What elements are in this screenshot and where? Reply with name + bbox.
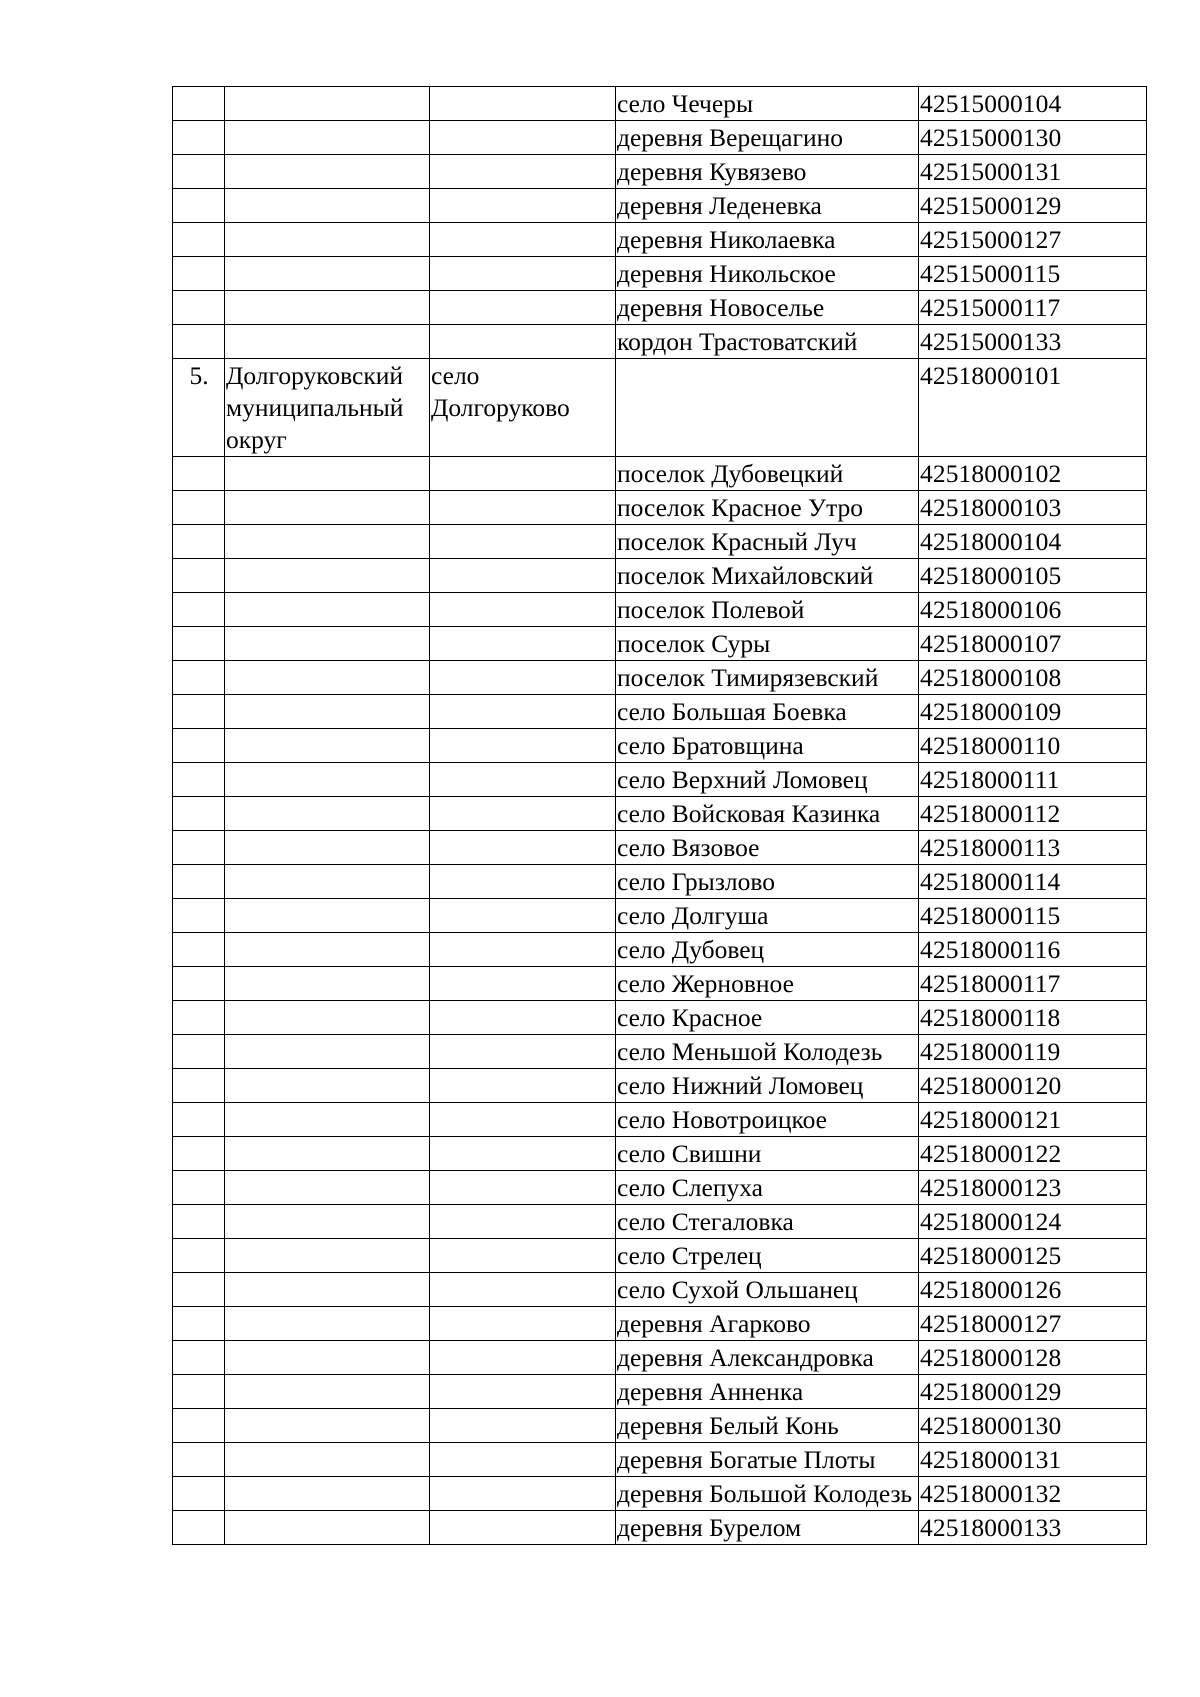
oktmo-code-cell: 42518000103	[919, 491, 1147, 525]
admin-center-cell	[430, 121, 616, 155]
district-cell	[225, 1035, 430, 1069]
oktmo-code-cell: 42518000132	[919, 1477, 1147, 1511]
settlement-cell: село Стрелец	[616, 1239, 919, 1273]
district-cell	[225, 729, 430, 763]
admin-center-cell	[430, 1511, 616, 1545]
table-row	[173, 1069, 1147, 1103]
oktmo-code-cell: 42518000115	[919, 899, 1147, 933]
admin-center-cell	[430, 1069, 616, 1103]
settlement-cell: село Красное	[616, 1001, 919, 1035]
district-cell	[225, 559, 430, 593]
oktmo-code-cell: 42518000121	[919, 1103, 1147, 1137]
settlement-cell: кордон Трастоватский	[616, 325, 919, 359]
oktmo-code-cell: 42518000120	[919, 1069, 1147, 1103]
settlement-cell: поселок Красное Утро	[616, 491, 919, 525]
settlement-cell: село Грызлово	[616, 865, 919, 899]
district-cell	[225, 291, 430, 325]
row-number-cell	[173, 1409, 225, 1443]
table-row	[173, 1001, 1147, 1035]
oktmo-code-cell: 42515000133	[919, 325, 1147, 359]
oktmo-code-cell: 42515000117	[919, 291, 1147, 325]
settlement-cell: деревня Кувязево	[616, 155, 919, 189]
row-number-cell	[173, 257, 225, 291]
district-cell	[225, 1409, 430, 1443]
admin-center-cell	[430, 933, 616, 967]
admin-center-cell	[430, 189, 616, 223]
oktmo-code-cell: 42515000127	[919, 223, 1147, 257]
table-row	[173, 525, 1147, 559]
district-cell	[225, 189, 430, 223]
table-row	[173, 189, 1147, 223]
table-row	[173, 457, 1147, 491]
district-cell	[225, 1001, 430, 1035]
row-number-cell	[173, 189, 225, 223]
row-number-cell	[173, 831, 225, 865]
settlement-cell: село Слепуха	[616, 1171, 919, 1205]
admin-center-cell	[430, 729, 616, 763]
oktmo-code-cell: 42518000122	[919, 1137, 1147, 1171]
table-row	[173, 1273, 1147, 1307]
row-number-cell	[173, 627, 225, 661]
oktmo-code-cell: 42518000123	[919, 1171, 1147, 1205]
admin-center-cell	[430, 1409, 616, 1443]
district-cell	[225, 1477, 430, 1511]
admin-center-cell	[430, 457, 616, 491]
oktmo-code-cell: 42518000102	[919, 457, 1147, 491]
row-number-cell	[173, 1511, 225, 1545]
row-number-cell	[173, 899, 225, 933]
district-cell	[225, 325, 430, 359]
district-cell	[225, 661, 430, 695]
admin-center-cell	[430, 831, 616, 865]
admin-center-cell: село Долгоруково	[430, 359, 616, 457]
admin-center-cell	[430, 1103, 616, 1137]
table-row	[173, 1239, 1147, 1273]
table-row	[173, 899, 1147, 933]
oktmo-code-cell: 42518000117	[919, 967, 1147, 1001]
admin-center-cell	[430, 1341, 616, 1375]
admin-center-cell	[430, 967, 616, 1001]
district-cell	[225, 1069, 430, 1103]
table-row	[173, 121, 1147, 155]
settlement-cell: деревня Александровка	[616, 1341, 919, 1375]
row-number-cell	[173, 1443, 225, 1477]
table-row	[173, 729, 1147, 763]
oktmo-code-cell: 42518000133	[919, 1511, 1147, 1545]
table-row	[173, 695, 1147, 729]
oktmo-code-cell: 42515000129	[919, 189, 1147, 223]
row-number-cell	[173, 865, 225, 899]
admin-center-cell	[430, 1137, 616, 1171]
admin-center-cell	[430, 155, 616, 189]
district-cell	[225, 1137, 430, 1171]
admin-center-cell	[430, 87, 616, 121]
oktmo-code-cell: 42518000112	[919, 797, 1147, 831]
district-cell	[225, 627, 430, 661]
row-number-cell	[173, 797, 225, 831]
oktmo-code-cell: 42518000125	[919, 1239, 1147, 1273]
row-number-cell	[173, 559, 225, 593]
district-cell: Долгоруковский муниципальный округ	[225, 359, 430, 457]
settlement-cell: село Верхний Ломовец	[616, 763, 919, 797]
settlement-cell: село Нижний Ломовец	[616, 1069, 919, 1103]
settlement-cell: поселок Михайловский	[616, 559, 919, 593]
table-body	[173, 87, 1147, 1545]
oktmo-code-cell: 42518000110	[919, 729, 1147, 763]
district-cell	[225, 257, 430, 291]
admin-center-cell	[430, 325, 616, 359]
row-number-cell	[173, 661, 225, 695]
settlement-cell: деревня Никольское	[616, 257, 919, 291]
district-cell	[225, 1171, 430, 1205]
district-cell	[225, 87, 430, 121]
admin-center-cell	[430, 1001, 616, 1035]
row-number-cell	[173, 325, 225, 359]
row-number-cell	[173, 223, 225, 257]
oktmo-code-cell: 42515000131	[919, 155, 1147, 189]
oktmo-code-cell: 42518000131	[919, 1443, 1147, 1477]
admin-center-cell	[430, 1205, 616, 1239]
oktmo-code-cell: 42518000118	[919, 1001, 1147, 1035]
admin-center-cell	[430, 257, 616, 291]
settlement-cell: село Меньшой Колодезь	[616, 1035, 919, 1069]
table-row	[173, 1477, 1147, 1511]
settlement-cell: село Войсковая Казинка	[616, 797, 919, 831]
admin-center-cell	[430, 695, 616, 729]
admin-center-cell	[430, 1171, 616, 1205]
table-row	[173, 797, 1147, 831]
row-number-cell	[173, 525, 225, 559]
district-cell	[225, 525, 430, 559]
row-number-cell: 5.	[173, 359, 225, 457]
row-number-cell	[173, 491, 225, 525]
row-number-cell	[173, 1035, 225, 1069]
admin-center-cell	[430, 1035, 616, 1069]
oktmo-code-cell: 42518000127	[919, 1307, 1147, 1341]
admin-center-cell	[430, 1375, 616, 1409]
admin-center-cell	[430, 525, 616, 559]
table-row	[173, 1409, 1147, 1443]
table-row	[173, 763, 1147, 797]
table-row	[173, 661, 1147, 695]
district-cell	[225, 1239, 430, 1273]
admin-center-cell	[430, 899, 616, 933]
table-row	[173, 1137, 1147, 1171]
admin-center-cell	[430, 1443, 616, 1477]
row-number-cell	[173, 1375, 225, 1409]
settlement-cell: поселок Полевой	[616, 593, 919, 627]
row-number-cell	[173, 1205, 225, 1239]
table-row	[173, 1103, 1147, 1137]
row-number-cell	[173, 291, 225, 325]
district-cell	[225, 1307, 430, 1341]
admin-center-cell	[430, 593, 616, 627]
row-number-cell	[173, 1171, 225, 1205]
table-row	[173, 1307, 1147, 1341]
row-number-cell	[173, 121, 225, 155]
admin-center-cell	[430, 1239, 616, 1273]
table-row	[173, 491, 1147, 525]
settlement-cell: деревня Новоселье	[616, 291, 919, 325]
row-number-cell	[173, 1239, 225, 1273]
table-row	[173, 223, 1147, 257]
settlement-cell: поселок Дубовецкий	[616, 457, 919, 491]
row-number-cell	[173, 155, 225, 189]
table-row	[173, 155, 1147, 189]
settlement-cell: село Свишни	[616, 1137, 919, 1171]
row-number-cell	[173, 763, 225, 797]
table-row	[173, 593, 1147, 627]
district-cell	[225, 865, 430, 899]
oktmo-code-cell: 42518000111	[919, 763, 1147, 797]
settlement-cell: поселок Суры	[616, 627, 919, 661]
oktmo-code-cell: 42518000116	[919, 933, 1147, 967]
table-row	[173, 87, 1147, 121]
settlement-cell: деревня Николаевка	[616, 223, 919, 257]
district-cell	[225, 1443, 430, 1477]
table-row	[173, 559, 1147, 593]
district-cell	[225, 121, 430, 155]
settlement-cell: деревня Бурелом	[616, 1511, 919, 1545]
table-row	[173, 831, 1147, 865]
oktmo-code-cell: 42518000107	[919, 627, 1147, 661]
settlement-cell	[616, 359, 919, 457]
row-number-cell	[173, 87, 225, 121]
table-row	[173, 1341, 1147, 1375]
admin-center-cell	[430, 763, 616, 797]
district-cell	[225, 1103, 430, 1137]
oktmo-code-cell: 42518000130	[919, 1409, 1147, 1443]
district-cell	[225, 1205, 430, 1239]
oktmo-code-cell: 42515000104	[919, 87, 1147, 121]
settlement-cell: деревня Агарково	[616, 1307, 919, 1341]
row-number-cell	[173, 967, 225, 1001]
admin-center-cell	[430, 1477, 616, 1511]
row-number-cell	[173, 457, 225, 491]
table-row	[173, 1205, 1147, 1239]
admin-center-cell	[430, 491, 616, 525]
admin-center-cell	[430, 627, 616, 661]
district-cell	[225, 763, 430, 797]
table-row	[173, 1171, 1147, 1205]
settlement-cell: деревня Белый Конь	[616, 1409, 919, 1443]
row-number-cell	[173, 1341, 225, 1375]
admin-center-cell	[430, 661, 616, 695]
row-number-cell	[173, 933, 225, 967]
settlement-cell: деревня Верещагино	[616, 121, 919, 155]
oktmo-code-cell: 42518000128	[919, 1341, 1147, 1375]
oktmo-code-cell: 42518000124	[919, 1205, 1147, 1239]
oktmo-code-cell: 42518000105	[919, 559, 1147, 593]
row-number-cell	[173, 1069, 225, 1103]
district-cell	[225, 1273, 430, 1307]
oktmo-code-cell: 42518000109	[919, 695, 1147, 729]
oktmo-code-cell: 42518000129	[919, 1375, 1147, 1409]
admin-center-cell	[430, 865, 616, 899]
table-row	[173, 257, 1147, 291]
settlement-cell: село Новотроицкое	[616, 1103, 919, 1137]
admin-center-cell	[430, 797, 616, 831]
district-cell	[225, 593, 430, 627]
settlement-cell: село Долгуша	[616, 899, 919, 933]
district-cell	[225, 933, 430, 967]
settlement-cell: село Чечеры	[616, 87, 919, 121]
district-cell	[225, 831, 430, 865]
settlement-cell: село Дубовец	[616, 933, 919, 967]
row-number-cell	[173, 729, 225, 763]
row-number-cell	[173, 1001, 225, 1035]
oktmo-code-cell: 42518000104	[919, 525, 1147, 559]
table-row	[173, 1443, 1147, 1477]
settlement-cell: село Стегаловка	[616, 1205, 919, 1239]
table-row	[173, 325, 1147, 359]
district-cell	[225, 491, 430, 525]
table-row	[173, 865, 1147, 899]
oktmo-code-cell: 42518000106	[919, 593, 1147, 627]
district-cell	[225, 457, 430, 491]
admin-center-cell	[430, 1273, 616, 1307]
row-number-cell	[173, 1103, 225, 1137]
table-row	[173, 1035, 1147, 1069]
settlement-cell: село Сухой Ольшанец	[616, 1273, 919, 1307]
settlement-cell: село Жерновное	[616, 967, 919, 1001]
oktmo-code-cell: 42518000108	[919, 661, 1147, 695]
settlement-cell: деревня Анненка	[616, 1375, 919, 1409]
table-row	[173, 933, 1147, 967]
district-cell	[225, 695, 430, 729]
district-cell	[225, 1341, 430, 1375]
admin-center-cell	[430, 223, 616, 257]
district-cell	[225, 223, 430, 257]
settlement-cell: поселок Тимирязевский	[616, 661, 919, 695]
oktmo-code-cell: 42518000119	[919, 1035, 1147, 1069]
admin-center-cell	[430, 559, 616, 593]
row-number-cell	[173, 695, 225, 729]
settlement-cell: деревня Большой Колодезь	[616, 1477, 919, 1511]
table-row	[173, 627, 1147, 661]
district-cell	[225, 1375, 430, 1409]
settlement-table	[172, 86, 1147, 1545]
row-number-cell	[173, 593, 225, 627]
table-row	[173, 1511, 1147, 1545]
oktmo-code-cell: 42515000130	[919, 121, 1147, 155]
district-cell	[225, 797, 430, 831]
settlement-cell: село Большая Боевка	[616, 695, 919, 729]
settlement-cell: поселок Красный Луч	[616, 525, 919, 559]
oktmo-code-cell: 42515000115	[919, 257, 1147, 291]
table-row	[173, 291, 1147, 325]
oktmo-code-cell: 42518000113	[919, 831, 1147, 865]
settlement-cell: деревня Богатые Плоты	[616, 1443, 919, 1477]
row-number-cell	[173, 1137, 225, 1171]
district-cell	[225, 899, 430, 933]
admin-center-cell	[430, 1307, 616, 1341]
table-row	[173, 359, 1147, 457]
oktmo-code-cell: 42518000114	[919, 865, 1147, 899]
oktmo-code-cell: 42518000126	[919, 1273, 1147, 1307]
admin-center-cell	[430, 291, 616, 325]
oktmo-code-cell: 42518000101	[919, 359, 1147, 457]
table-row	[173, 1375, 1147, 1409]
table-row	[173, 967, 1147, 1001]
district-cell	[225, 155, 430, 189]
row-number-cell	[173, 1477, 225, 1511]
settlement-cell: село Братовщина	[616, 729, 919, 763]
settlement-cell: деревня Леденевка	[616, 189, 919, 223]
row-number-cell	[173, 1273, 225, 1307]
district-cell	[225, 1511, 430, 1545]
row-number-cell	[173, 1307, 225, 1341]
settlement-cell: село Вязовое	[616, 831, 919, 865]
district-cell	[225, 967, 430, 1001]
